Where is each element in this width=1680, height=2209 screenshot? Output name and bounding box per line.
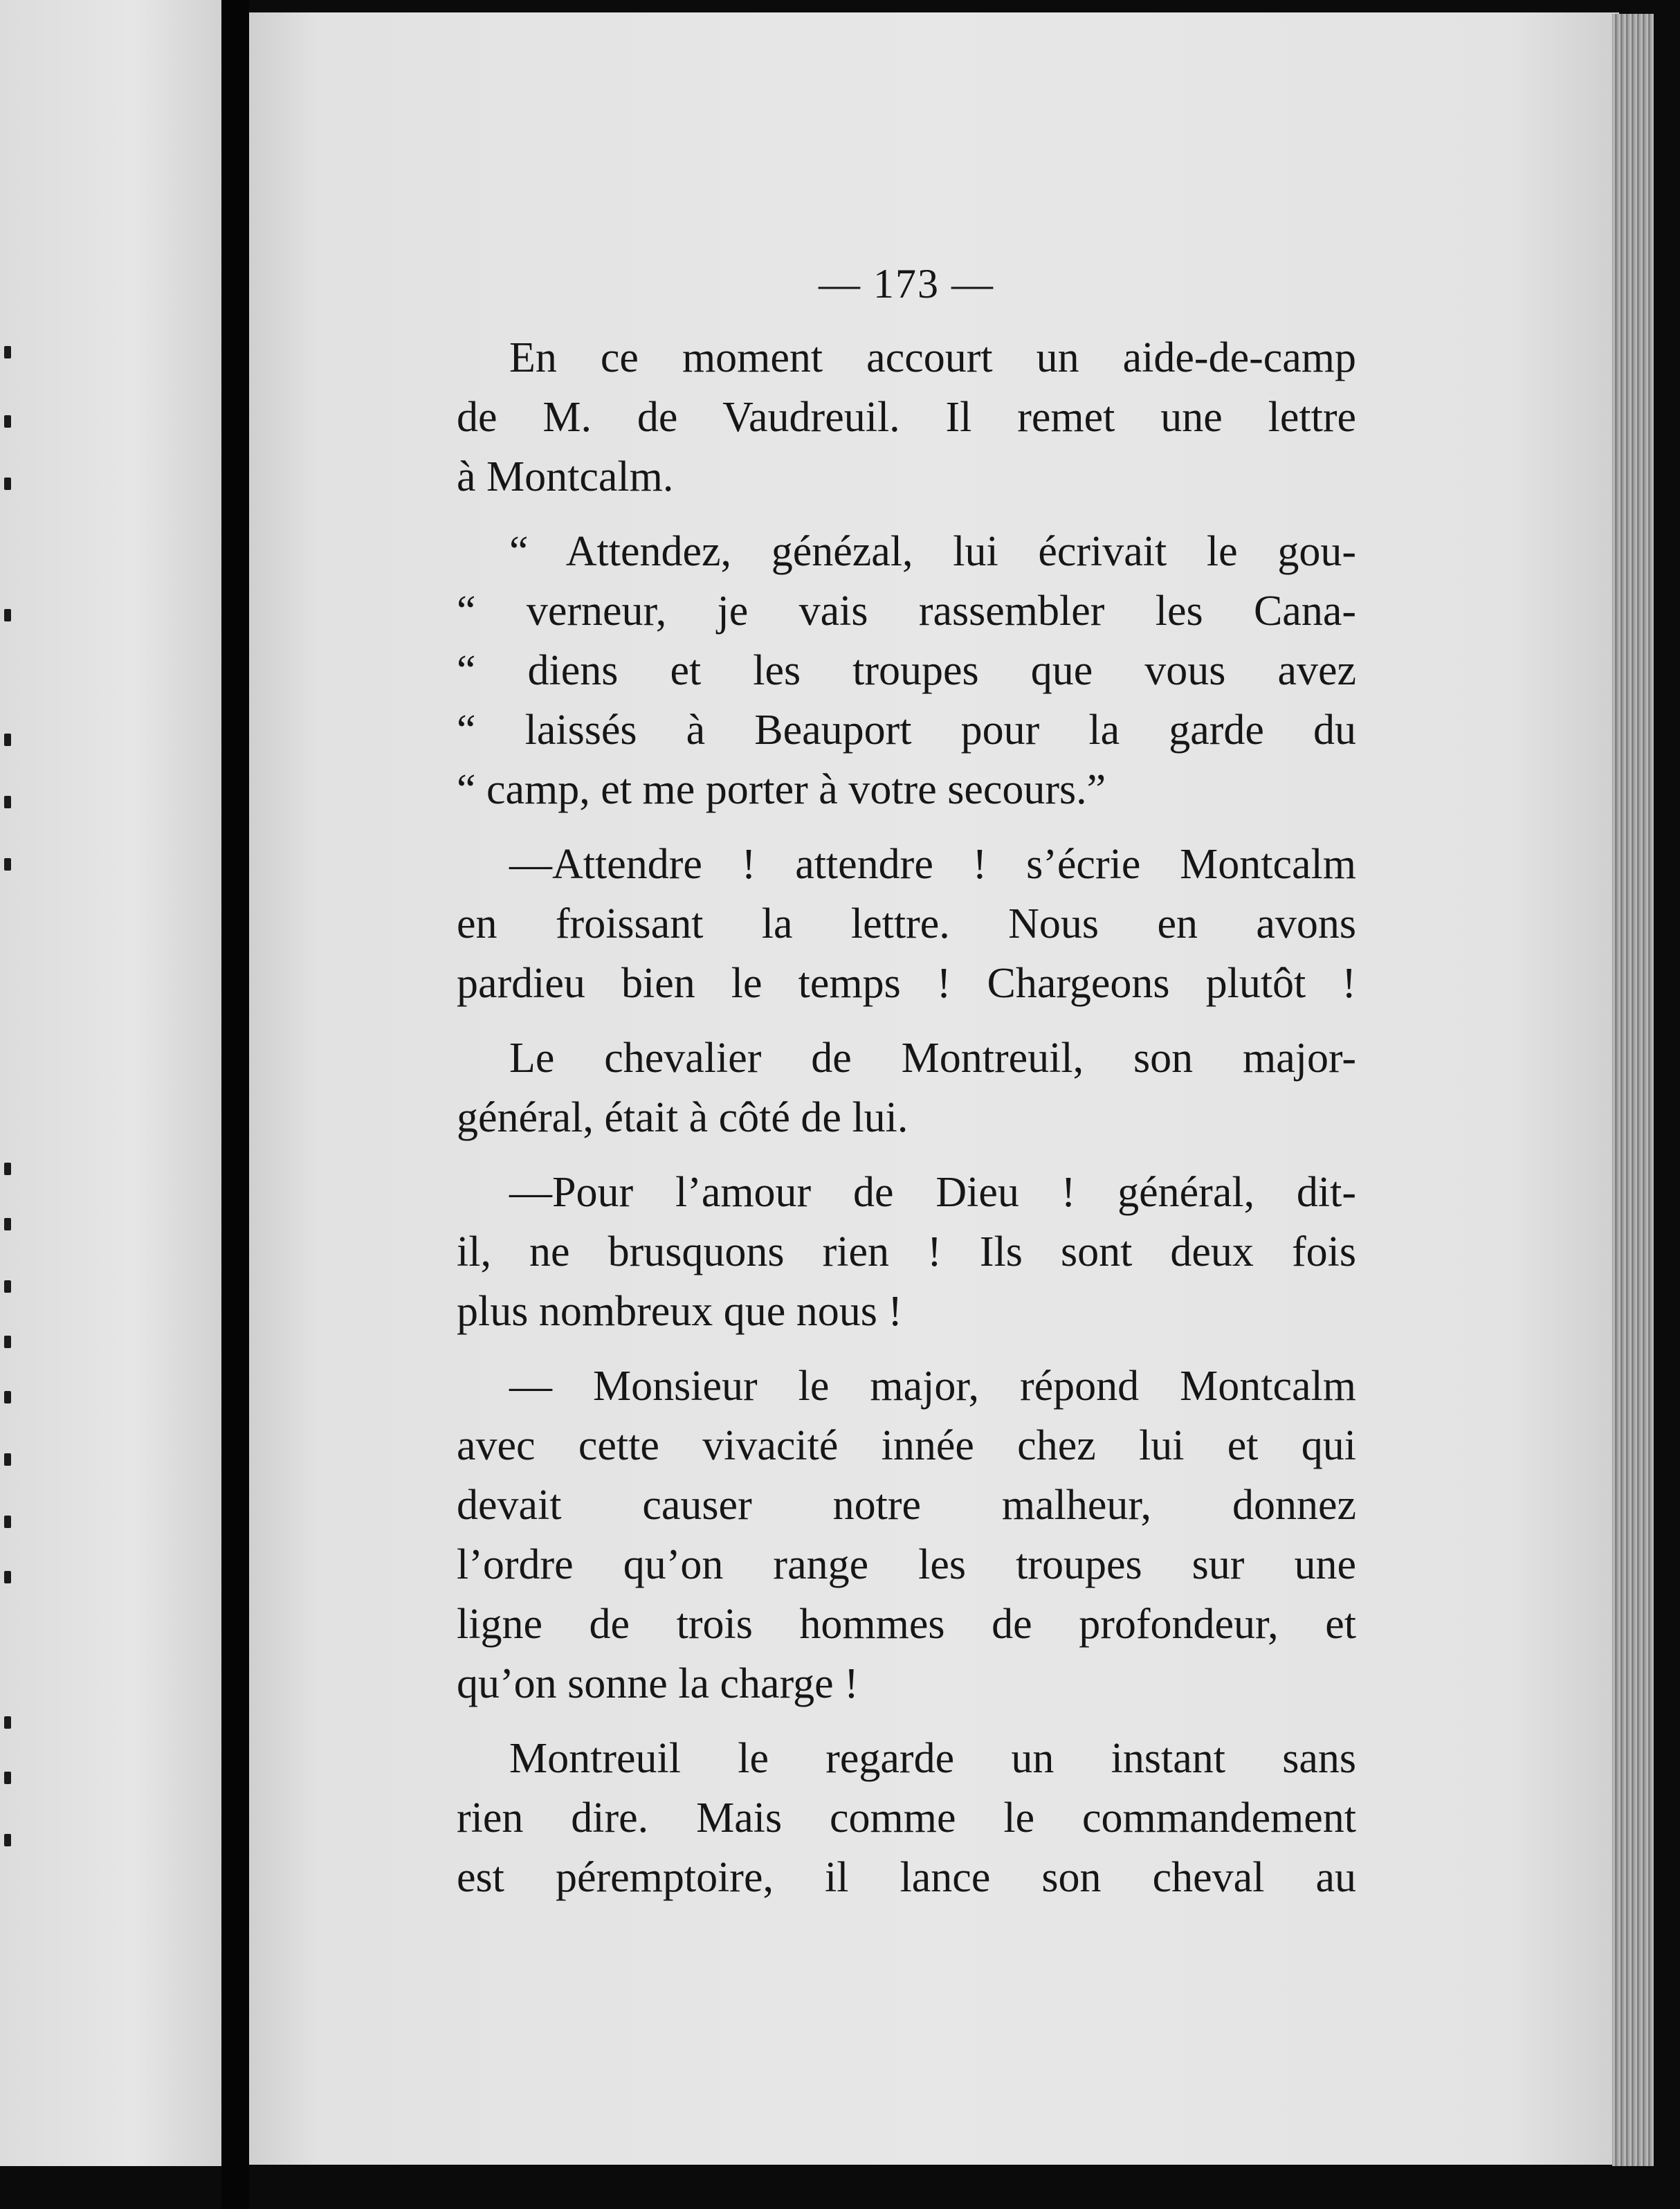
text-line: Montreuil le regarde un instant sans xyxy=(509,1735,1356,1782)
page-number: — 173 — xyxy=(819,261,994,307)
text-line: “ Attendez, génézal, lui écrivait le gou- xyxy=(509,528,1356,575)
text-line: qu’on sonne la charge ! xyxy=(457,1660,859,1707)
left-page-edge xyxy=(0,0,221,2166)
page-text xyxy=(457,256,1356,1922)
text-line: Le chevalier de Montreuil, son major- xyxy=(509,1035,1356,1082)
text-line: —Pour l’amour de Dieu ! général, dit- xyxy=(509,1169,1356,1216)
text-line: pardieu bien le temps ! Chargeons plutôt ! xyxy=(457,960,1356,1007)
paragraph xyxy=(457,1356,1356,1713)
text-line: de M. de Vaudreuil. Il remet une lettre xyxy=(457,394,1356,441)
text-line: — Monsieur le major, répond Montcalm xyxy=(509,1363,1356,1410)
paragraph xyxy=(457,1028,1356,1147)
text-line: rien dire. Mais comme le commandement xyxy=(457,1794,1356,1842)
text-line: en froissant la lettre. Nous en avons xyxy=(457,900,1356,947)
text-line: “ camp, et me porter à votre secours.” xyxy=(457,766,1106,813)
text-line: est péremptoire, il lance son cheval au xyxy=(457,1854,1356,1901)
text-line: “ laissés à Beauport pour la garde du xyxy=(457,707,1356,754)
text-line: il, ne brusquons rien ! Ils sont deux fois xyxy=(457,1228,1356,1275)
text-line: “ diens et les troupes que vous avez xyxy=(457,647,1356,694)
text-line: général, était à côté de lui. xyxy=(457,1094,909,1141)
text-line: ligne de trois hommes de profondeur, et xyxy=(457,1601,1356,1648)
page-stack-edge xyxy=(1612,14,1654,2166)
paragraph xyxy=(457,835,1356,1013)
paragraph xyxy=(457,1163,1356,1341)
text-line: —Attendre ! attendre ! s’écrie Montcalm xyxy=(509,841,1356,888)
paragraph xyxy=(457,1729,1356,1907)
left-page-text-fragments xyxy=(0,0,21,2166)
text-line: “ verneur, je vais rassembler les Cana- xyxy=(457,588,1356,635)
text-line: avec cette vivacité innée chez lui et qui xyxy=(457,1422,1356,1469)
text-line: plus nombreux que nous ! xyxy=(457,1288,903,1335)
paragraph xyxy=(457,328,1356,507)
text-line: à Montcalm. xyxy=(457,453,674,500)
text-line: En ce moment accourt un aide-de-camp xyxy=(509,334,1356,381)
text-line: l’ordre qu’on range les troupes sur une xyxy=(457,1541,1356,1588)
paragraph xyxy=(457,522,1356,819)
book-gutter xyxy=(221,0,249,2209)
text-line: devait causer notre malheur, donnez xyxy=(457,1482,1356,1529)
